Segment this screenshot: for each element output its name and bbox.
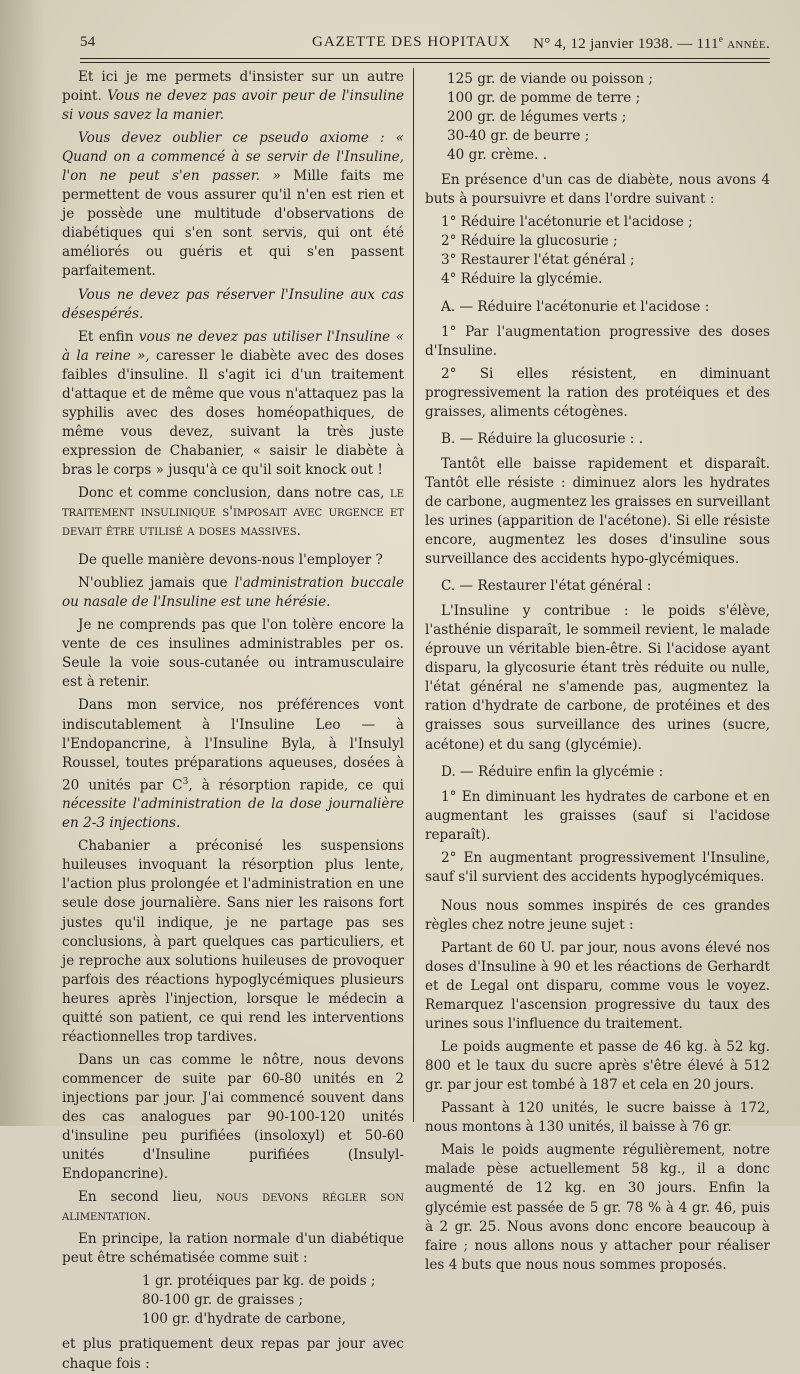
issue-date: N° 4, 12 janvier 1938. — 111	[533, 36, 719, 52]
paragraph	[425, 1038, 770, 1095]
list-item: 30-40 gr. de beurre ;	[447, 128, 590, 145]
paragraph	[425, 1141, 770, 1274]
journal-title: GAZETTE DES HOPITAUX	[312, 34, 511, 50]
left-column	[62, 68, 405, 1372]
text-run: Passant à 120 unités, le sucre baisse à 172, nous montons à 130 unités, il baisse à 76 gr.	[425, 1100, 770, 1136]
paragraph	[62, 1188, 404, 1226]
text-run: l'administration buccale ou nasale de l'Insuline est une hérésie.	[62, 575, 404, 611]
text-run: Vous ne devez pas réserver l'Insuline aux cas désespérés.	[62, 286, 404, 322]
paragraph	[425, 602, 770, 754]
text-run: D. — Réduire enfin la glycémie :	[441, 763, 664, 780]
list-item: 40 gr. crème. .	[447, 147, 548, 164]
text-run: En présence d'un cas de diabète, nous avons 4 buts à poursuivre et dans l'ordre suivant :	[425, 172, 770, 208]
text-run: vous ne devez pas utiliser l'Insuline « à la reine »,	[62, 328, 404, 364]
text-run: Et enfin	[78, 328, 139, 345]
text-run: le traitement insulinique s'imposait avec urgence et devait être utilisé a doses massives.	[62, 484, 404, 540]
text-run: nécessite l'administration de la dose journalière en 2-3 injections.	[62, 796, 404, 832]
header-rule-thin	[80, 62, 770, 63]
list-item: 1 gr. protéiques par kg. de poids ;	[142, 1273, 376, 1290]
paragraph	[62, 328, 404, 480]
issue-info	[533, 34, 770, 53]
text-run: nous devons régler son alimentation.	[62, 1189, 404, 1225]
paragraph	[62, 68, 404, 125]
text-run: Vous devez oublier ce pseudo axiome : « Quand on a commencé à se servir de l'Insuline, l'on ne peut s'en passer. »	[62, 130, 404, 185]
right-column	[425, 68, 770, 1273]
text-run: En second lieu,	[78, 1189, 217, 1206]
paragraph	[62, 1051, 404, 1184]
superscript: 3	[182, 776, 189, 787]
text-run: Donc et comme conclusion, dans notre cas,	[78, 484, 391, 501]
paragraph	[425, 455, 770, 569]
header-rule	[80, 58, 770, 59]
paragraph	[62, 837, 404, 1047]
text-run: En principe, la ration normale d'un diabétique peut être schématisée comme suit :	[62, 1231, 404, 1267]
list-item: 3° Restaurer l'état général ;	[441, 252, 635, 269]
goals-list	[425, 213, 770, 289]
section-heading	[425, 430, 770, 449]
text-run: Chabanier a préconisé les suspensions huileuses invoquant la résorption plus lente, l'action plus prolongée et l'administration en une seule dose journalière. Sans nier les raisons fort justes qu'il indique, je ne partage pas ses conclusions, à part quelques cas particuliers, et je reproche aux solutions huileuses de provoquer parfois des réactions hypoglycémiques plusieurs heures après l'injection, lorsque le médecin a quitté son patient, ce qui rend les interventions réactionnelles trop tardives.	[62, 838, 404, 1045]
text-run: Nous nous sommes inspirés de ces grandes règles chez notre jeune sujet :	[425, 897, 770, 933]
list-item: 2° Réduire la glucosurie ;	[441, 233, 618, 250]
text-run: Tantôt elle baisse rapidement et disparaît. Tantôt elle résiste : diminuez alors les hydrates de carbone, augmentez les graisses en surveillant les urines (apparition de l'acétone). Si elle résiste encore, augmentez les doses d'insuline sous surveillance des accidents hypo-glycémiques.	[425, 455, 770, 568]
text-run: caresser le diabète avec des doses faibles d'insuline. Il s'agit ici d'un traitement d'attaque et de même que vous n'attaquez pas la syphilis avec des doses homéopathiques, de même vous devez, suivant la très juste expression de Chabanier, « saisir le diabète à bras le corps » jusqu'à ce qu'il soit knock out !	[62, 347, 404, 478]
list-item: 80-100 gr. de graisses ;	[142, 1292, 304, 1309]
text-run: N'oubliez jamais que	[78, 575, 235, 592]
page-number: 54	[80, 34, 96, 50]
text-run: Vous ne devez pas avoir peur de l'insuline si vous savez la manier.	[62, 88, 405, 124]
text-run: et plus pratiquement deux repas par jour avec chaque fois :	[62, 1336, 404, 1372]
text-run: Partant de 60 U. par jour, nous avons élevé nos doses d'Insuline à 90 et les réactions de Gerhardt et de Legal ont disparu, comme vous le voyez. Remarquez l'ascension progressive du taux des urines sous l'influence du traitement.	[425, 939, 770, 1033]
paragraph	[62, 616, 404, 692]
ration-list	[62, 1272, 404, 1329]
text-run: Le poids augmente et passe de 46 kg. à 52 kg. 800 et le taux du sucre après s'être élevé à 512 gr. par jour est tombé à 187 et cela en 20 jours.	[425, 1039, 770, 1094]
issue-year-label: année.	[723, 36, 770, 52]
paragraph	[425, 323, 770, 361]
paragraph	[425, 171, 770, 209]
text-run: 1° Par l'augmentation progressive des doses d'Insuline.	[425, 323, 770, 359]
paragraph	[425, 849, 770, 887]
text-run: 1° En diminuant les hydrates de carbone et en augmentant les graisses (sauf si l'acidose reparaît).	[425, 788, 770, 843]
paragraph	[425, 939, 770, 1034]
paragraph	[62, 1230, 404, 1268]
text-run: 2° Si elles résistent, en diminuant progressivement la ration des protéiques et des graisses, aliments cétogènes.	[425, 365, 770, 420]
list-item: 100 gr. de pomme de terre ;	[447, 90, 641, 107]
list-item: 200 gr. de légumes verts ;	[447, 109, 627, 126]
section-heading	[425, 298, 770, 317]
paragraph	[62, 484, 404, 541]
paragraph	[62, 129, 404, 281]
diet-list	[425, 70, 770, 165]
text-run: Et ici je me permets d'insister sur un autre point.	[62, 69, 404, 105]
paragraph	[62, 551, 404, 570]
text-run: L'Insuline y contribue : le poids s'élève, l'asthénie disparaît, le sommeil revient, le malade éprouve un véritable bien-être. Si l'acidose ayant disparu, la glycosurie étant très réduite ou nulle, l'état général ne s'amende pas, augmentez la ration d'hydrate de carbone, de protéines et des graisses sous surveillance des urines (sucre, acétone) et du sang (glycémie).	[425, 603, 770, 753]
text-run: C. — Restaurer l'état général :	[441, 578, 652, 595]
running-header	[80, 34, 770, 56]
page-edge-shadow	[0, 0, 46, 1126]
paragraph	[425, 788, 770, 845]
text-run: De quelle manière devons-nous l'employer ?	[78, 552, 383, 569]
section-heading	[425, 763, 770, 782]
list-item: 4° Réduire la glycémie.	[441, 271, 603, 288]
list-item: 100 gr. d'hydrate de carbone,	[142, 1311, 346, 1328]
paragraph	[62, 574, 404, 612]
text-run: Dans un cas comme le nôtre, nous devons commencer de suite par 60-80 unités en 2 injections par jour. J'ai commencé souvent dans des cas analogues par 90-100-120 unités d'insuline peu purifiées (insoloxyl) et 50-60 unités d'Insuline purifiées (Insulyl-Endopancrine).	[62, 1051, 404, 1183]
text-run: Mille faits me permettent de vous assurer qu'il n'en est rien et je possède une multitude d'observations de diabétiques qui s'en sont servis, qui ont été améliorés ou guéris et qui s'en passent parfaitement.	[62, 168, 404, 280]
paragraph	[62, 696, 404, 833]
paragraph	[62, 1335, 404, 1373]
text-run: B. — Réduire la glucosurie : .	[441, 430, 644, 447]
text-run: 2° En augmentant progressivement l'Insuline, sauf s'il survient des accidents hypoglycémiques.	[425, 849, 770, 885]
paragraph	[425, 897, 770, 935]
paragraph	[62, 286, 404, 324]
list-item: 125 gr. de viande ou poisson ;	[447, 71, 653, 87]
paragraph	[425, 1099, 770, 1137]
paragraph	[425, 365, 770, 422]
list-item: 1° Réduire l'acétonurie et l'acidose ;	[441, 214, 693, 231]
section-heading	[425, 577, 770, 596]
text-run: Dans mon service, nos préférences vont indiscutablement à l'Insuline Leo — à l'Endopancrine, à l'Insuline Byla, à l'Insulyl Roussel, toutes préparations aqueuses, dosées à 20 unités par C	[62, 697, 404, 794]
text-run: Mais le poids augmente régulièrement, notre malade pèse actuellement 58 kg., il a donc augmenté de 12 kg. en 30 jours. Enfin la glycémie est passée de 5 gr. 78 % à 4 gr. 46, puis à 2 gr. 25. Nous avons donc encore beaucoup à faire ; nous allons nous y attacher pour réaliser les 4 buts que nous nous sommes proposés.	[425, 1142, 770, 1273]
text-run: A. — Réduire l'acétonurie et l'acidose :	[441, 298, 710, 315]
issue-sup: e	[718, 34, 724, 44]
text-run: Je ne comprends pas que l'on tolère encore la vente de ces insulines administrables per os. Seule la voie sous-cutanée ou intramusculaire est à retenir.	[62, 617, 404, 691]
column-divider	[413, 68, 414, 1122]
text-run: , à résorption rapide, ce qui	[188, 777, 404, 794]
